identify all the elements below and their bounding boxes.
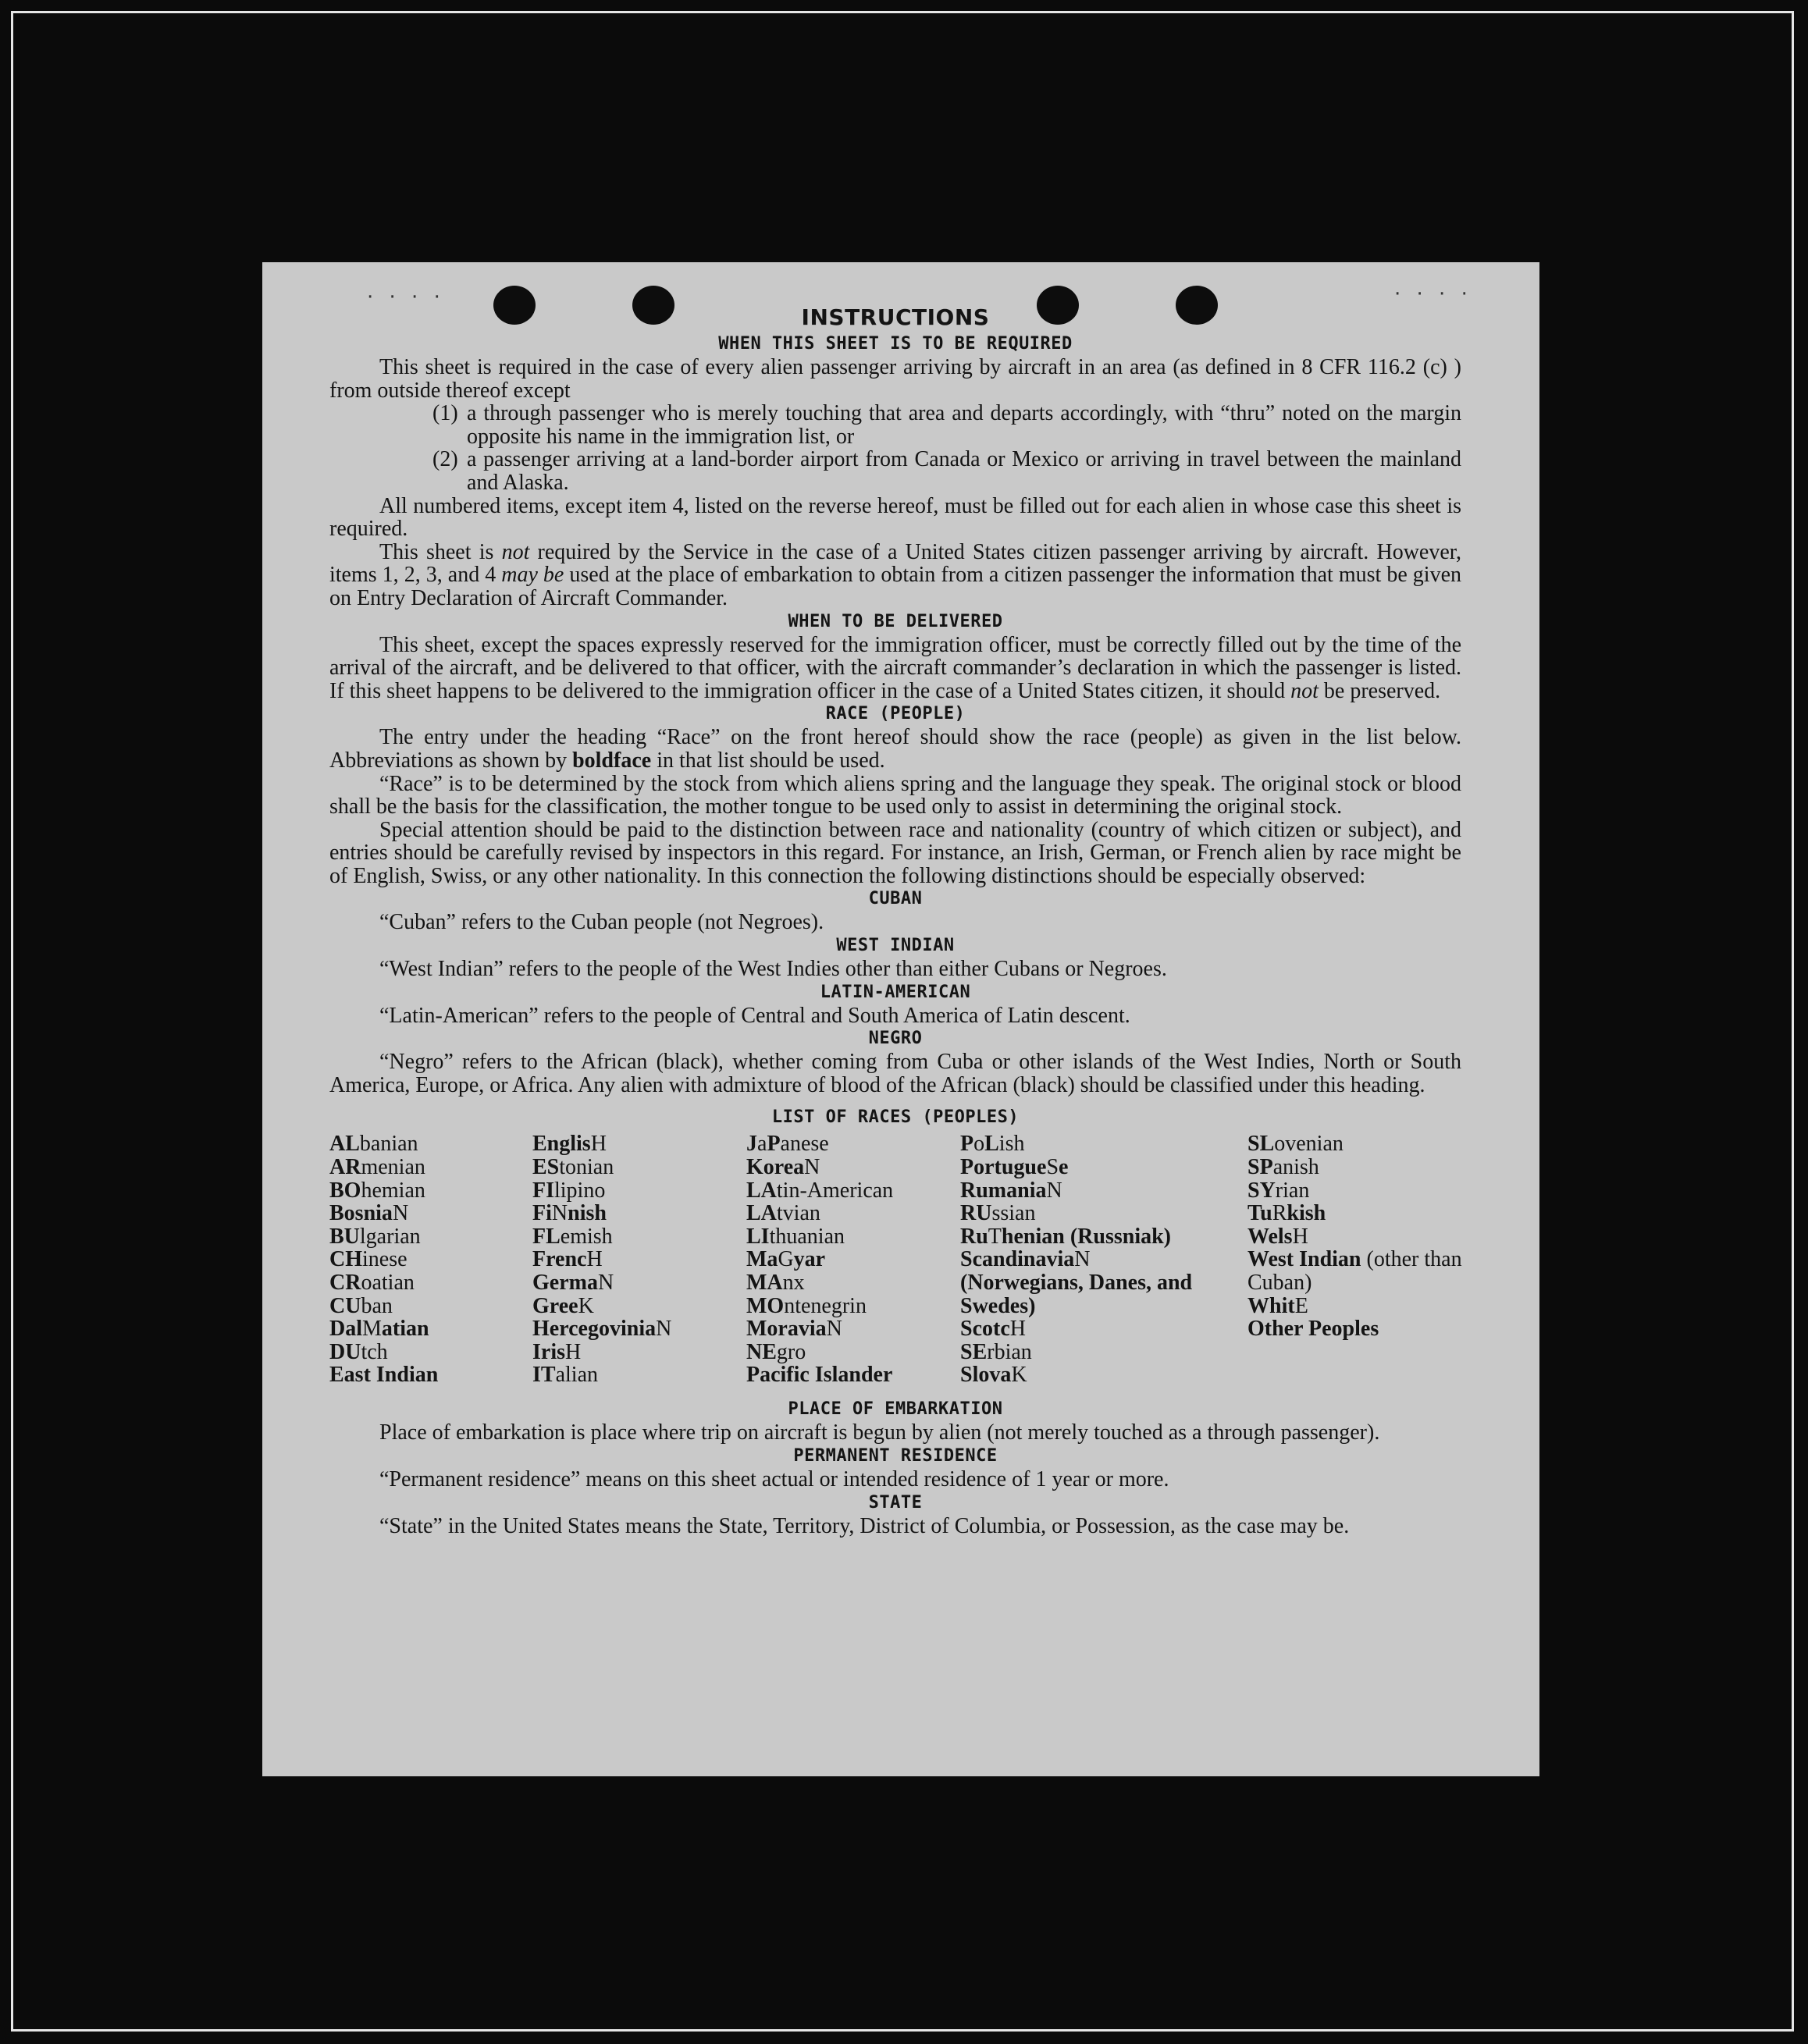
race-entry: PortugueSe [960,1155,1069,1180]
race-entry: KoreaN [746,1155,820,1180]
item-number: (1) [432,401,458,426]
edge-marks: · · · · [367,286,445,309]
race-entry: EnglisH [532,1132,607,1157]
paragraph: “Cuban” refers to the Cuban people (not Negroes). [379,910,824,935]
list-item [329,448,1461,494]
races-list [329,1132,1461,1398]
race-entry: PoLish [960,1132,1025,1157]
race-entry: ARmenian [329,1155,425,1180]
race-entry: NEgro [746,1339,806,1364]
paragraph: “State” in the United States means the State, Territory, District of Columbia, or Possession, as the case may be. [379,1513,1350,1538]
italic-text: not [501,539,530,564]
race-entry: JaPanese [746,1132,829,1157]
subheading: CUBAN [868,889,923,909]
race-entry: FrencH [532,1247,603,1272]
races-column [746,1132,957,1387]
section-heading: PLACE OF EMBARKATION [788,1399,1003,1420]
list-item [329,402,1461,448]
race-entry: ScandinaviaN (Norwegians, Danes, and Swedes) [960,1247,1193,1318]
race-entry: RumaniaN [960,1178,1062,1203]
text-run: in that list should be used. [651,748,885,773]
race-entry: LAtin-American [746,1178,894,1203]
race-entry: DUtch [329,1339,388,1364]
paragraph [329,541,1461,610]
paragraph: “Latin-American” refers to the people of Central and South America of Latin descent. [379,1003,1130,1028]
bold-text: boldface [572,748,652,773]
race-entry: LIthuanian [746,1224,845,1249]
section-heading: RACE (PEOPLE) [825,704,966,724]
text-run: be preserved. [1318,678,1441,703]
race-entry: FIlipino [532,1178,606,1203]
race-entry: DalMatian [329,1317,429,1342]
section-heading: WHEN THIS SHEET IS TO BE REQUIRED [718,334,1073,354]
race-entry: GermaN [532,1271,614,1295]
race-entry: BUlgarian [329,1224,421,1249]
subheading: LATIN-AMERICAN [820,982,971,1002]
item-number: (2) [432,447,458,472]
race-entry: FLemish [532,1224,613,1249]
race-entry: SErbian [960,1339,1032,1364]
race-entry: CUban [329,1293,393,1318]
paragraph [329,634,1461,703]
race-entry: MoraviaN [746,1317,842,1342]
paragraph: “West Indian” refers to the people of the West Indies other than either Cubans or Negroes. [379,957,1167,982]
race-entry: RuThenian (Russniak) [960,1224,1171,1249]
race-entry: MaGyar [746,1247,826,1272]
paragraph: This sheet is required in the case of every alien passenger arriving by aircraft in an area (as defined in 8 CFR 116.2 (c) ) from outside thereof except [329,355,1461,403]
race-entry: West Indian (other than Cuban) [1247,1247,1462,1295]
races-column [1247,1132,1466,1340]
paragraph: All numbered items, except item 4, listed on the reverse hereof, must be filled out for each alien in whose case this sheet is required. [329,493,1461,542]
section-heading: LIST OF RACES (PEOPLES) [771,1107,1020,1128]
italic-text: may be [501,563,564,588]
item-text: a through passenger who is merely touching that area and departs accordingly, with “thru” noted on the margin opposite his name in the immigration list, or [467,401,1461,449]
page-title: INSTRUCTIONS [801,304,990,330]
subheading: WEST INDIAN [836,936,955,956]
race-entry: RUssian [960,1201,1036,1226]
race-entry: CHinese [329,1247,408,1272]
races-column [329,1132,525,1387]
paragraph: “Permanent residence” means on this sheet actual or intended residence of 1 year or more. [379,1467,1169,1492]
paragraph: Special attention should be paid to the distinction between race and nationality (country of which citizen or subject), and entries should be carefully revised by inspectors in this regard. For instance, an Irish, German, or French alien by race might be of English, Swiss, or any other nationality. In this connection the following distinctions should be especially observed: [329,817,1461,888]
race-entry: ScotcH [960,1317,1026,1342]
paragraph [329,726,1461,772]
race-entry: ITalian [532,1363,598,1388]
text-run: This sheet is [379,539,502,564]
text-run: required by the Service in the case of a United States citizen passenger arriving by aircraft. However, items 1, 2, 3, and 4 [329,539,1461,588]
race-entry: SYrian [1247,1178,1310,1203]
instructions-body [329,303,1461,1537]
text-run: The entry under the heading “Race” on the front hereof should show the race (people) as given in the list below. Abbreviations as shown by [329,725,1461,773]
race-entry: Pacific Islander [746,1363,893,1388]
race-entry: SLovenian [1247,1132,1344,1157]
race-entry: BOhemian [329,1178,425,1203]
race-entry: GreeK [532,1293,594,1318]
race-entry: MOntenegrin [746,1293,867,1318]
paragraph: “Race” is to be determined by the stock from which aliens spring and the language they speak. The original stock or blood shall be the basis for the classification, the mother tongue to be used only to assist in determining the original stock. [329,771,1461,819]
subheading: NEGRO [868,1029,923,1049]
italic-text: not [1290,678,1319,703]
race-entry: BosniaN [329,1201,409,1226]
race-entry: EStonian [532,1155,614,1180]
race-entry: SlovaK [960,1363,1027,1388]
race-entry: East Indian [329,1363,439,1388]
race-entry: WhitE [1247,1293,1308,1318]
section-heading: WHEN TO BE DELIVERED [788,611,1003,631]
section-heading: PERMANENT RESIDENCE [793,1446,998,1466]
races-column [960,1132,1204,1387]
text-run: used at the place of embarkation to obtain from a citizen passenger the information that must be given on Entry Declaration of Aircraft Commander. [329,563,1461,610]
races-column [532,1132,735,1387]
race-entry: Other Peoples [1247,1317,1379,1342]
paragraph: Place of embarkation is place where trip on aircraft is begun by alien (not merely touched as a through passenger). [379,1420,1380,1445]
section-heading: STATE [868,1492,923,1513]
race-entry: LAtvian [746,1201,820,1226]
race-entry: FiNnish [532,1201,607,1226]
race-entry: SPanish [1247,1155,1319,1180]
race-entry: ALbanian [329,1132,418,1157]
race-entry: TuRkish [1247,1201,1326,1226]
race-entry: CRoatian [329,1271,415,1295]
race-entry: HercegoviniaN [532,1317,672,1342]
race-entry: MAnx [746,1271,805,1295]
edge-marks: · · · · [1394,283,1472,306]
text-run: This sheet, except the spaces expressly reserved for the immigration officer, must be correctly filled out by the time of the arrival of the aircraft, and be delivered to that officer, with the aircraft commander’s declaration in which the passenger is listed. If this sheet happens to be delivered to the immigration officer in the case of a United States citizen, it should [329,632,1461,703]
instruction-sheet [262,262,1539,1776]
paragraph: “Negro” refers to the African (black), whether coming from Cuba or other islands of the West Indies, North or South America, Europe, or Africa. Any alien with admixture of blood of the African (black) should be classified under this heading. [329,1050,1461,1097]
race-entry: WelsH [1247,1224,1308,1249]
race-entry: IrisH [532,1339,582,1364]
item-text: a passenger arriving at a land-border airport from Canada or Mexico or arriving in travel between the mainland and Alaska. [467,447,1461,495]
